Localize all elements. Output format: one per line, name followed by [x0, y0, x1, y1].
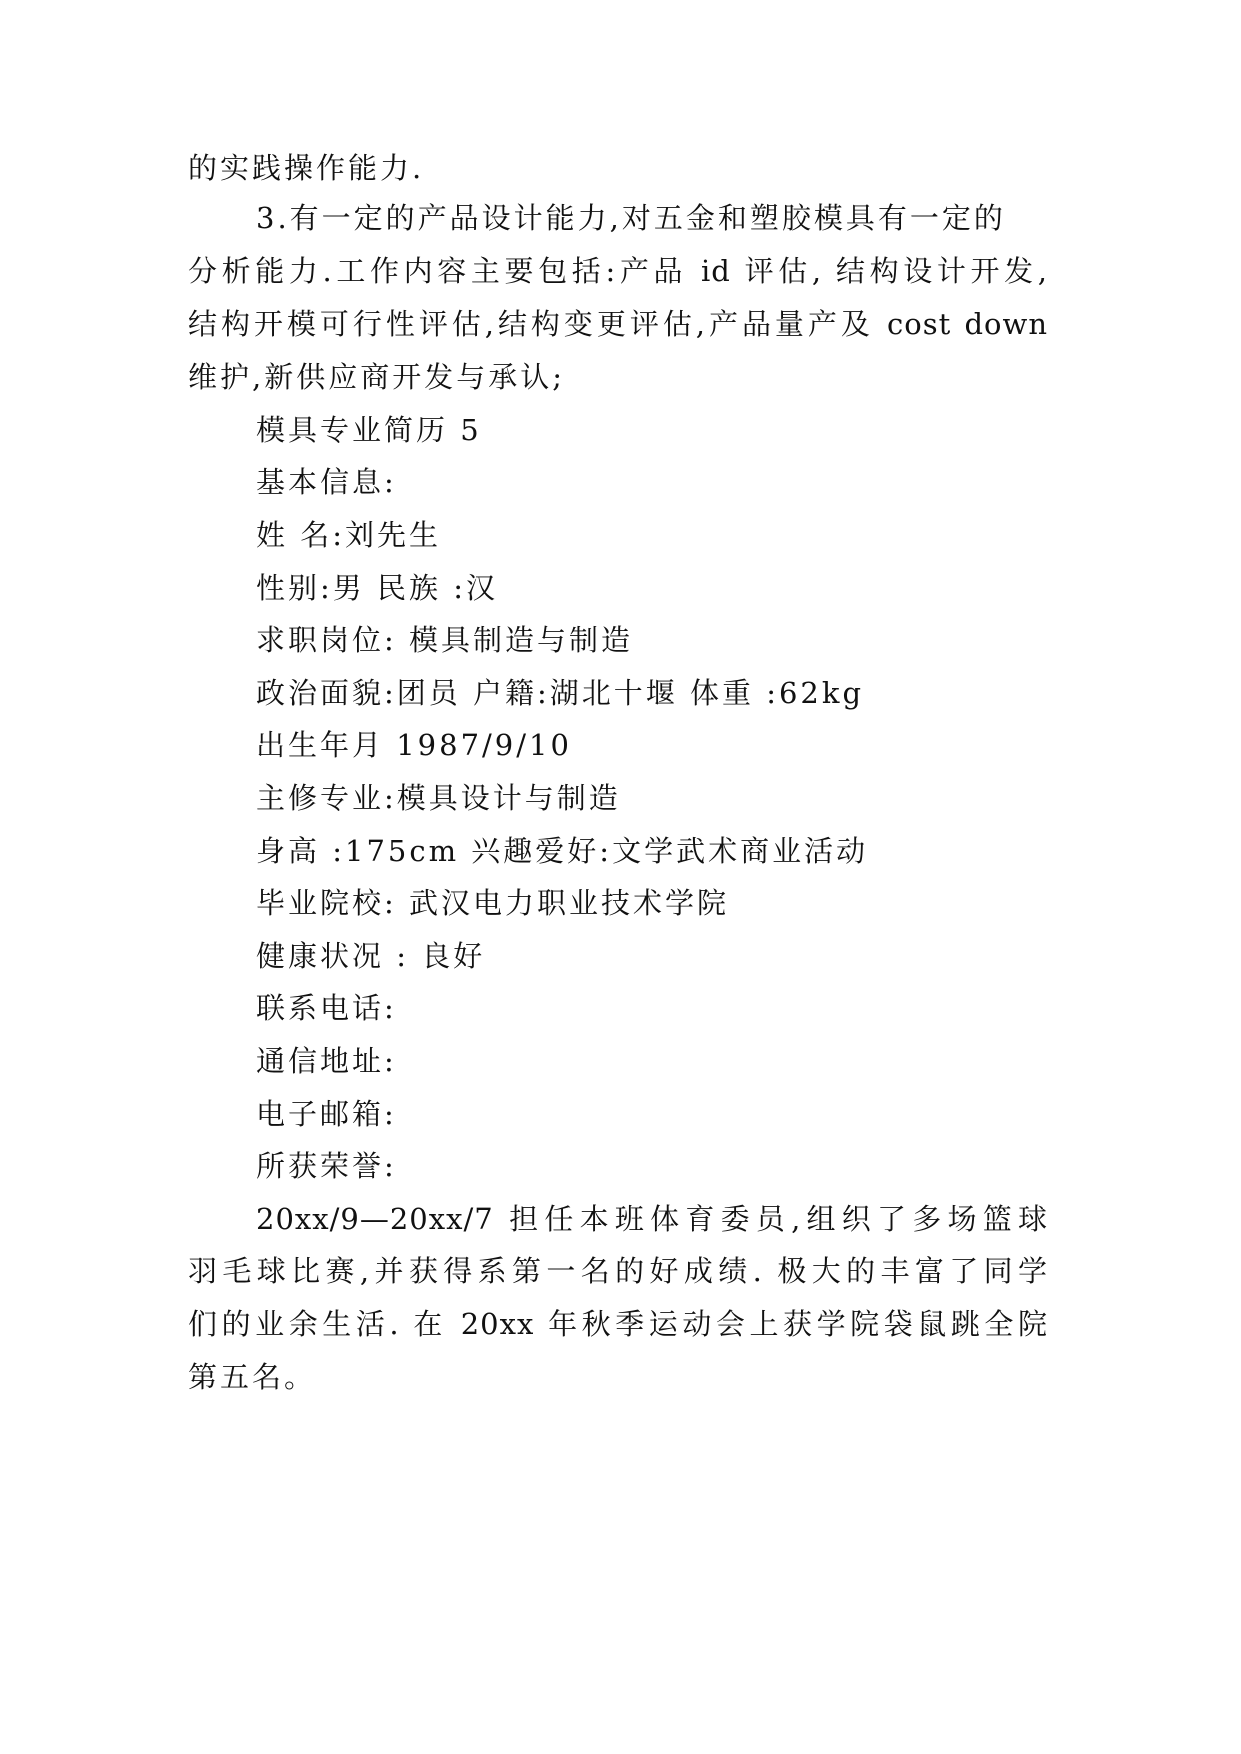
- field-political-hukou-weight: 政治面貌:团员 户籍:湖北十堰 体重 :62kg: [256, 676, 865, 710]
- text-line: 3.有一定的产品设计能力,对五金和塑胶模具有一定的: [256, 201, 1006, 235]
- field-birth-date: 出生年月 1987/9/10: [256, 728, 572, 762]
- field-job-target: 求职岗位: 模具制造与制造: [256, 623, 633, 657]
- text-line: 基本信息:: [256, 465, 397, 499]
- text-line: 20xx/9—20xx/7 担任本班体育委员,组织了多场篮球: [256, 1202, 1048, 1236]
- field-gender-ethnicity: 性别:男 民族 :汉: [256, 571, 498, 605]
- text-line: 维护,新供应商开发与承认;: [188, 360, 565, 394]
- field-honors: 所获荣誉:: [256, 1149, 397, 1183]
- text-line: 羽毛球比赛,并获得系第一名的好成绩. 极大的丰富了同学: [188, 1254, 1048, 1288]
- field-address: 通信地址:: [256, 1044, 397, 1078]
- field-school: 毕业院校: 武汉电力职业技术学院: [256, 886, 729, 920]
- text-line: 的实践操作能力.: [188, 151, 425, 185]
- section-title: 模具专业简历 5: [256, 413, 482, 447]
- text-line: 分析能力.工作内容主要包括:产品 id 评估, 结构设计开发,: [188, 254, 1048, 288]
- text-line: 第五名。: [188, 1360, 317, 1394]
- field-email: 电子邮箱:: [256, 1097, 397, 1131]
- field-name: 姓 名:刘先生: [256, 518, 441, 552]
- text-line: 们的业余生活. 在 20xx 年秋季运动会上获学院袋鼠跳全院: [188, 1307, 1048, 1341]
- field-phone: 联系电话:: [256, 991, 397, 1025]
- field-health: 健康状况 : 良好: [256, 939, 486, 973]
- text-line: 结构开模可行性评估,结构变更评估,产品量产及 cost down: [188, 307, 1048, 341]
- field-height-hobbies: 身高 :175cm 兴趣爱好:文学武术商业活动: [256, 834, 869, 868]
- field-major: 主修专业:模具设计与制造: [256, 781, 621, 815]
